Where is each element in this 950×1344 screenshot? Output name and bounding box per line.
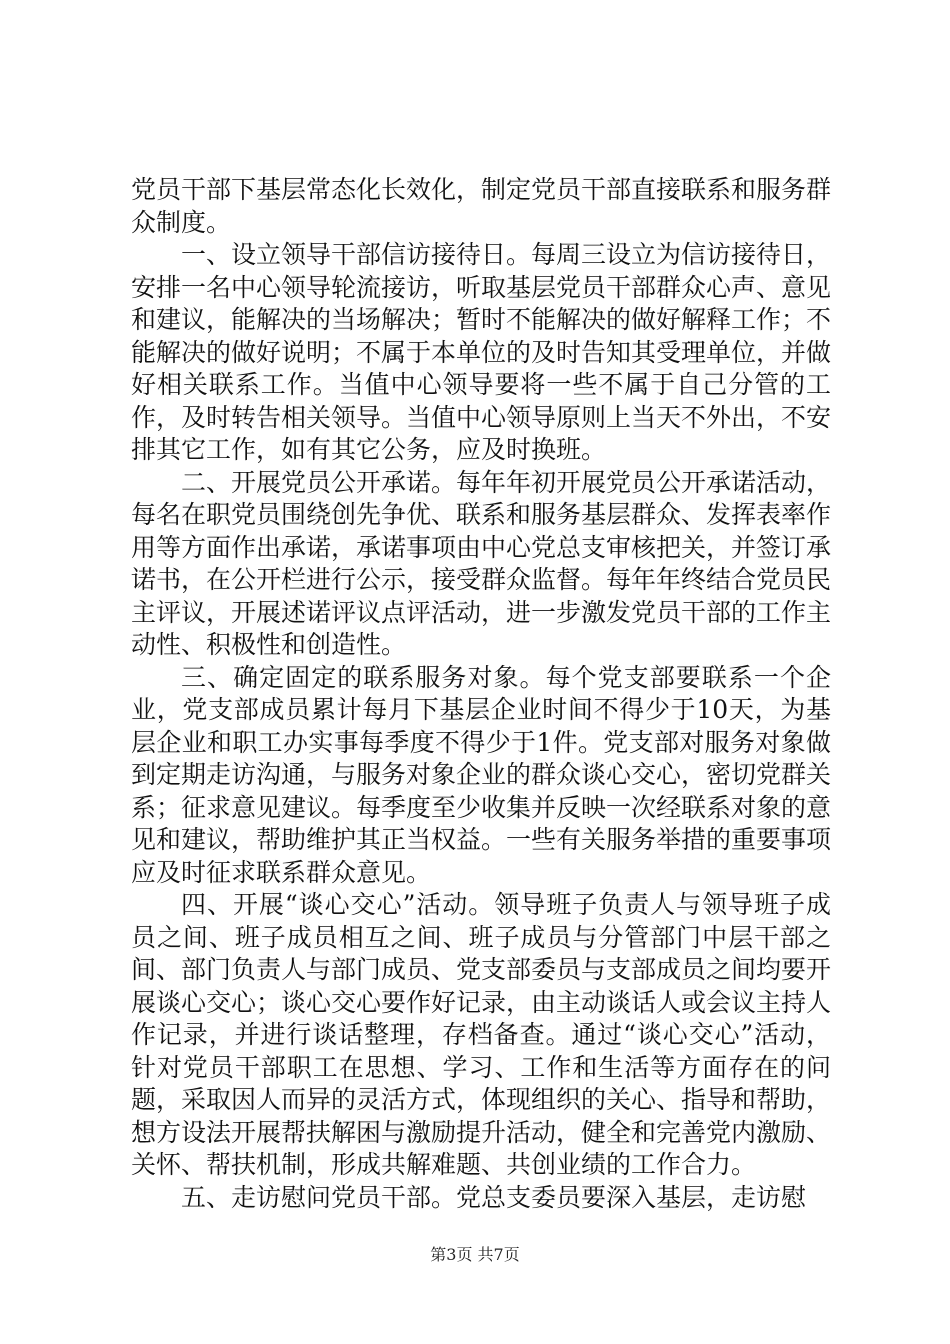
paragraph-intro: 党员干部下基层常态化长效化，制定党员干部直接联系和服务群众制度。: [131, 175, 832, 237]
document-body: [131, 174, 831, 1214]
paragraph-item-1: 一、设立领导干部信访接待日。每周三设立为信访接待日，安排一名中心领导轮流接访，听取基层党员干部群众心声、意见和建议，能解决的当场解决；暂时不能解决的做好解释工作；不能解决的做好说明；不属于本单位的及时告知其受理单位，并做好相关联系工作。当值中心领导要将一些不属于自己分管的工作，及时转告相关领导。当值中心领导原则上当天不外出，不安排其它工作，如有其它公务，应及时换班。: [131, 240, 832, 464]
paragraph-item-3: 三、确定固定的联系服务对象。每个党支部要联系一个企业，党支部成员累计每月下基层企业时间不得少于10天，为基层企业和职工办实事每季度不得少于1件。党支部对服务对象做到定期走访沟通，与服务对象企业的群众谈心交心，密切党群关系；征求意见建议。每季度至少收集并反映一次经联系对象的意见和建议，帮助维护其正当权益。一些有关服务举措的重要事项应及时征求联系群众意见。: [131, 662, 832, 887]
page-footer: 第3页 共7页: [430, 1245, 520, 1264]
paragraph-item-2: 二、开展党员公开承诺。每年年初开展党员公开承诺活动，每名在职党员围绕创先争优、联系和服务基层群众、发挥表率作用等方面作出承诺，承诺事项由中心党总支审核把关，并签订承诺书，在公开栏进行公示，接受群众监督。每年年终结合党员民主评议，开展述诺评议点评活动，进一步激发党员干部的工作主动性、积极性和创造性。: [131, 467, 832, 659]
paragraph-item-5: 五、走访慰问党员干部。党总支委员要深入基层，走访慰: [181, 1182, 807, 1212]
paragraph-item-4: 四、开展“谈心交心”活动。领导班子负责人与领导班子成员之间、班子成员相互之间、班子成员与分管部门中层干部之间、部门负责人与部门成员、党支部委员与支部成员之间均要开展谈心交心；谈心交心要作好记录，由主动谈话人或会议主持人作记录，并进行谈话整理，存档备查。通过“谈心交心”活动，针对党员干部职工在思想、学习、工作和生活等方面存在的问题，采取因人而异的灵活方式，体现组织的关心、指导和帮助，想方设法开展帮扶解困与激励提升活动，健全和完善党内激励、关怀、帮扶机制，形成共解难题、共创业绩的工作合力。: [131, 890, 832, 1179]
